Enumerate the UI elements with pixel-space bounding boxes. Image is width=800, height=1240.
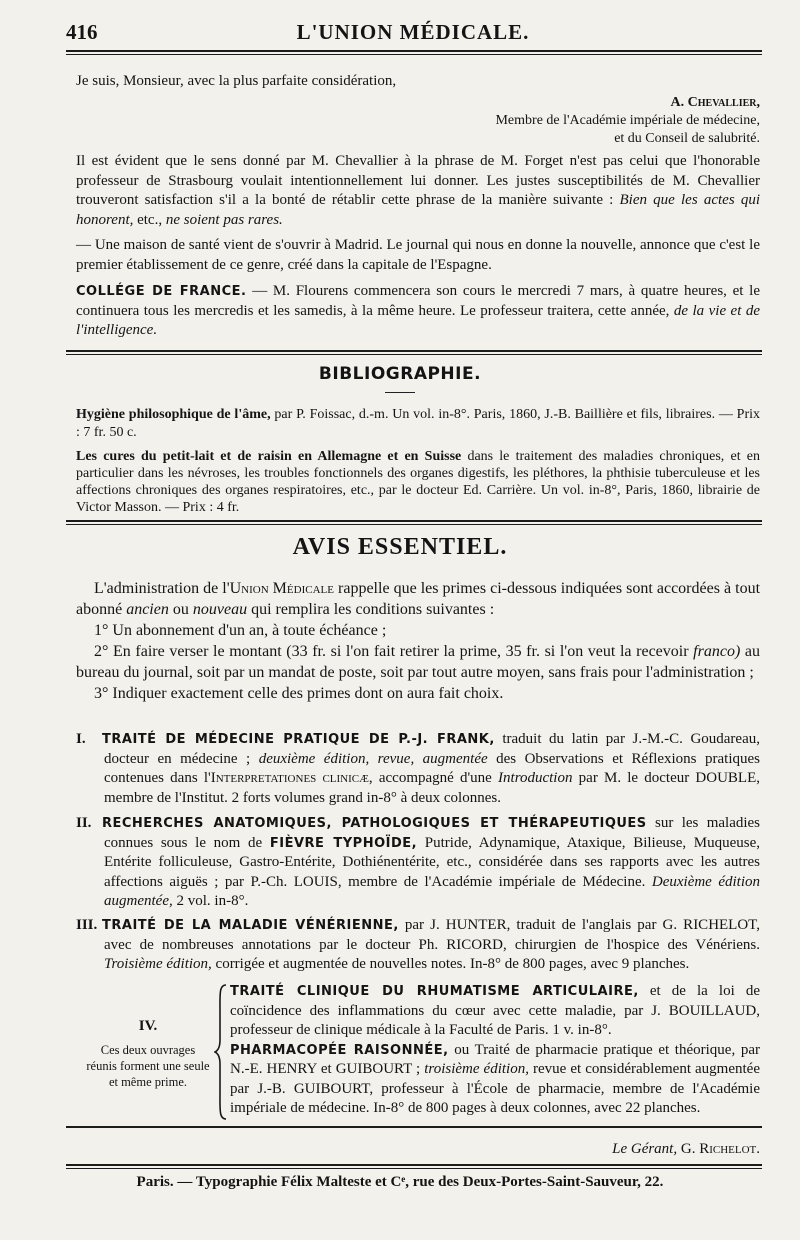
prime-2-text-a: sur les maladies connues sous le nom de (104, 815, 761, 851)
biblio-entry-2 (76, 448, 760, 516)
condition-2 (76, 641, 760, 683)
prime-3-body (104, 916, 760, 975)
prime-1-text-c: accompagné d'une (378, 770, 492, 786)
paragraph-college (76, 282, 760, 341)
journal-title: L'UNION MÉDICALE. (296, 20, 530, 44)
paragraph-chevallier (76, 152, 760, 230)
prime-3-number: III. (76, 917, 98, 933)
running-header (66, 18, 760, 46)
prime-1-number: I. (76, 731, 86, 747)
prime-2-title: RECHERCHES ANATOMIQUES, PATHOLOGIQUES ET THÉRAPEUTIQUES (102, 816, 647, 831)
brace-icon (214, 984, 228, 1120)
condition-2-b: au bureau du journal, soit par un mandat de poste, soit par tout autre moyen, sans frais pour l'administration ; (76, 643, 761, 681)
avis-ancien: ancien (126, 601, 169, 618)
page-number: 416 (66, 20, 98, 44)
prime-1-body (104, 730, 760, 808)
quote-text-2: ne soient pas rares. (165, 211, 283, 228)
signer-name: A. Chevallier, (670, 95, 760, 110)
prime-3-edition: Troisième édition, (104, 956, 212, 972)
avis-intro-c: qui remplira les conditions suivantes : (251, 601, 495, 618)
prime-4-edition: troisième édition, (424, 1061, 529, 1077)
letter-closing: Je suis, Monsieur, avec la plus parfaite considération, (76, 73, 397, 89)
gerant-name: G. Richelot. (680, 1141, 760, 1157)
prime-2-fievre: FIÈVRE TYPHOÏDE, (269, 835, 418, 851)
prime-3-title: TRAITÉ DE LA MALADIE VÉNÉRIENNE, (102, 918, 399, 933)
journal-name: Union Médicale (229, 580, 334, 597)
prime-4-title-1: TRAITÉ CLINIQUE DU RHUMATISME ARTICULAIRE, (230, 984, 639, 999)
college-subject: de la vie et de l'intelligence. (76, 302, 761, 338)
prime-1-text-b: des Observations et Réflexions pratiques contenues dans l' (104, 750, 760, 786)
condition-2-franco: franco) (693, 643, 741, 660)
header-rule (66, 50, 762, 52)
bibliographie-heading: BIBLIOGRAPHIE. (318, 364, 482, 384)
prime-4-work-1 (230, 982, 760, 1041)
college-text: — M. Flourens commencera son cours le mercredi 7 mars, à quatre heures, et le continuera tous les mercredis et les samedis, à la même heure. Le professeur traitera, cette année, (76, 283, 761, 319)
prime-4-side-note: Ces deux ouvrages réunis forment une seule et même prime. (86, 1043, 210, 1089)
section-rule-thin (66, 354, 762, 355)
avis-intro (76, 578, 760, 620)
signer-role-1: Membre de l'Académie impériale de médecine, (495, 113, 760, 128)
avis-rule-thin (66, 524, 762, 525)
biblio-entry-1-text: par P. Foissac, d.-m. Un vol. in-8°. Paris, 1860, J.-B. Baillière et fils, libraires. — Prix : 7 fr. 50 c. (76, 407, 760, 440)
prime-4-text-b: ou Traité de pharmacie pratique et théorique, par N.-E. HENRY et GUIBOURT ; (230, 1041, 761, 1077)
avis-nouveau: nouveau (192, 601, 248, 618)
prime-2-text-c: 2 vol. in-8°. (176, 893, 249, 909)
avis-ou: ou (172, 601, 189, 618)
prime-4-side (84, 1018, 212, 1090)
printer-imprint: Paris. — Typographie Félix Malteste et Cᵉ, rue des Deux-Portes-Saint-Sauveur, 22. (136, 1174, 664, 1190)
prime-3 (76, 916, 760, 975)
quote-etc: etc., (137, 211, 163, 228)
prime-4-number: IV. (138, 1018, 158, 1034)
prime-1-interpretationes: Interpretationes clinicæ, (210, 770, 373, 786)
avis-intro-b: rappelle que les primes ci-dessous indiquées sont accordées à tout abonné (76, 580, 761, 618)
avis-rule (66, 520, 762, 522)
biblio-entry-1 (76, 406, 760, 442)
avis-heading: AVIS ESSENTIEL. (292, 534, 508, 560)
prime-2-body (104, 814, 760, 912)
footer-rule-thin (66, 1168, 762, 1169)
footer-rule (66, 1164, 762, 1166)
biblio-entry-2-text: dans le traitement des maladies chroniques, et en particulier dans les névroses, les troubles fonctionnels des organes digestifs, les pléthores, la phthisie tuberculeuse et les affections chroniques des organes respiratoires, etc., par le docteur Ed. Carrière. Un vol. in-8°, Paris, 1860, librairie de Victor Masson. — Prix : 4 fr. (76, 449, 761, 515)
prime-1-text-d: par M. le docteur DOUBLE, membre de l'Institut. 2 forts volumes grand in-8° à deux colonnes. (104, 770, 761, 806)
biblio-entry-2-title: Les cures du petit-lait et de raisin en Allemagne et en Suisse (76, 449, 462, 464)
prime-4-title-2: PHARMACOPÉE RAISONNÉE, (230, 1042, 449, 1058)
condition-1: 1° Un abonnement d'un an, à toute échéance ; (94, 622, 387, 639)
prime-4-text-a: et de la loi de coïncidence des inflammations du cœur avec cette maladie, par J. BOUILLAUD, professeur de clinique médicale à la Faculté de Paris. 1 v. in-8°. (230, 983, 760, 1038)
letter-signature (495, 94, 760, 148)
prime-1-title: TRAITÉ DE MÉDECINE PRATIQUE DE P.-J. FRANK, (102, 732, 495, 747)
prime-2-number: II. (76, 815, 92, 831)
heading-underline (385, 392, 415, 393)
gerant-signature (612, 1140, 760, 1158)
prime-4-body (230, 982, 760, 1119)
biblio-entry-1-title: Hygiène philosophique de l'âme, (76, 407, 271, 422)
prime-1-edition: deuxième édition, revue, augmentée (258, 750, 488, 767)
prime-4-text-c: revue et considérablement augmentée par J.-B. GUIBOURT, professeur à l'École de pharmacie, membre de l'Académie impériale de médecine. In-8° de 800 pages à deux colonnes, avec 22 planches. (230, 1061, 760, 1116)
avis-intro-a: L'administration de l' (94, 580, 230, 597)
prime-3-text-b: corrigée et augmentée de nouvelles notes. In-8° de 800 pages, avec 9 planches. (215, 956, 690, 972)
prime-4-work-2 (230, 1041, 760, 1119)
condition-3: 3° Indiquer exactement celle des primes dont on aura fait choix. (94, 685, 504, 702)
prime-2-edition: Deuxième édition augmentée, (104, 873, 761, 909)
gerant-label: Le Gérant, (612, 1141, 678, 1157)
paragraph-text: Il est évident que le sens donné par M. Chevallier à la phrase de M. Forget n'est pas celui que l'honorable professeur de Strasbourg voulait intentionnellement lui donner. Les justes susceptibilités de M. Chevallier trouveront satisfaction s'il a la bonté de rétablir cette phrase de la manière suivante : (76, 153, 760, 208)
prime-1 (76, 730, 760, 808)
prime-2-text-b: Putride, Adynamique, Ataxique, Bilieuse, Muqueuse, Entérite folliculeuse, Gastro-Entérite, Dothiénentérite, etc., considérée dans ses rapports avec les autres affections aiguës ; par P.-Ch. LOUIS, membre de l'Académie impériale de Médecine. (104, 834, 761, 890)
prime-3-text-a: par J. HUNTER, traduit de l'anglais par G. RICHELOT, avec de nombreuses annotations par le docteur Ph. RICORD, chirurgien de l'hospice des Vénériens. (104, 917, 760, 953)
paragraph-madrid: — Une maison de santé vient de s'ouvrir à Madrid. Le journal qui nous en donne la nouvelle, annonce que c'est le premier établissement de ce genre, créé dans la capitale de l'Espagne. (76, 237, 760, 273)
condition-2-a: 2° En faire verser le montant (33 fr. si l'on fait retirer la prime, 35 fr. si l'on veut la recevoir (94, 643, 689, 660)
quote-text: Bien que les actes qui honorent, (76, 192, 761, 228)
header-rule-thin (66, 54, 762, 55)
signer-role-2: et du Conseil de salubrité. (614, 131, 760, 146)
prime-1-text-a: traduit du latin par J.-M.-C. Goudareau, docteur en médecine ; (104, 731, 760, 767)
prime-2 (76, 814, 760, 912)
prime-1-introduction: Introduction (498, 770, 573, 786)
section-rule (66, 350, 762, 352)
college-label: COLLÉGE DE FRANCE. (76, 284, 247, 299)
closing-rule (66, 1126, 762, 1128)
avis-body (76, 578, 760, 704)
